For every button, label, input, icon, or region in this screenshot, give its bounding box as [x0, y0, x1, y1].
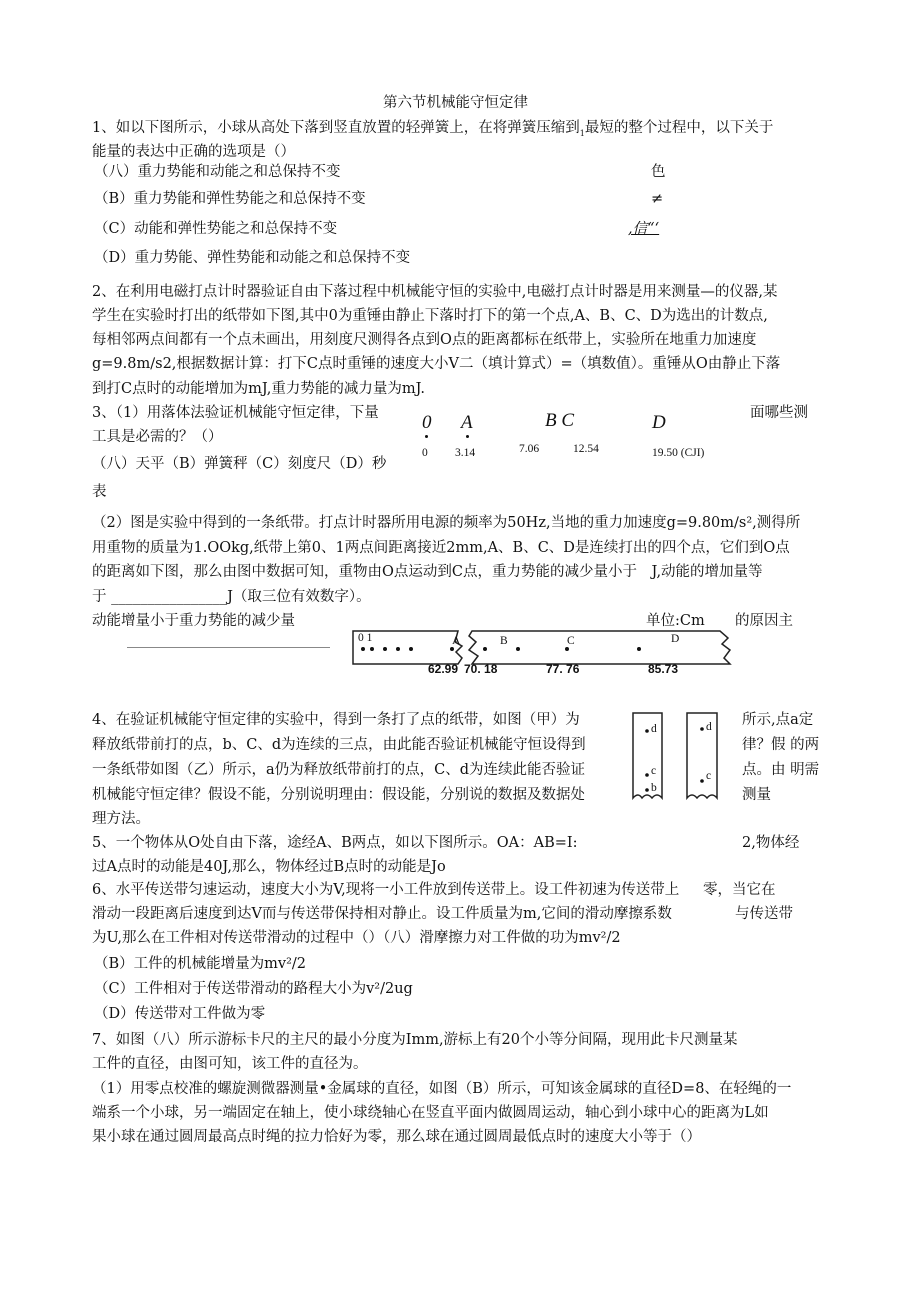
- tape-value: 77. 76: [546, 662, 580, 676]
- q3-line: 用重物的质量为1.OOkg,纸带上第0、1两点间距离接近2mm,A、B、C、D是连续打出的四个点，它们到O点: [92, 540, 790, 556]
- q6-option-c: （C）工件相对于传送带滑动的路程大小为v²/2ug: [94, 981, 413, 997]
- q1-option-b: （B）重力势能和弹性势能之和总保持不变: [94, 191, 366, 207]
- q3-line: 表: [92, 484, 107, 500]
- tape1-point: c: [651, 765, 657, 777]
- q2-line: 到打C点时的动能增加为mJ,重力势能的减力量为mJ.: [92, 381, 425, 397]
- q3-reason-text: 的原因主: [735, 613, 793, 629]
- q5-line: 过A点时的动能是40J,那么，物体经过B点时的动能是Jo: [92, 859, 446, 875]
- q4-side-text: 律？假 的两: [742, 737, 820, 753]
- q2-line: 学生在实验时打出的纸带如下图,其中0为重锤由静止下落时打下的第一个点,A、B、C、D为选出的计数点,: [92, 308, 768, 324]
- q1-line: 能量的表达中正确的选项是（）: [92, 144, 295, 160]
- answer-blank-line: [127, 647, 330, 648]
- q1-option-c: （C）动能和弹性势能之和总保持不变: [94, 221, 338, 237]
- q3-line: （2）图是实验中得到的一条纸带。打点计时器所用电源的频率为50Hz,当地的重力加速度g=9.80m∕s²,测得所: [92, 515, 801, 531]
- q4-line: 一条纸带如图（乙）所示，a仍为释放纸带前打的点，C、d为连续此能否验证: [92, 762, 586, 778]
- q3-reason-text: 动能增量小于重力势能的减少量: [92, 613, 295, 629]
- q7-line: 果小球在通过圆周最高点时绳的拉力恰好为零，那么球在通过圆周最低点时的速度大小等于（）: [92, 1129, 701, 1145]
- q5-side-text: 2,物体经: [742, 835, 800, 851]
- q4-line: 机械能守恒定律？假设不能，分别说明理由：假设能，分别说的数据及数据处: [92, 787, 585, 803]
- paper-tape-figure: [350, 628, 740, 670]
- tape-point-b: B: [500, 635, 508, 647]
- q4-side-text: 所示,点a定: [742, 712, 814, 728]
- q2-line: 每相邻两点间都有一个点未画出，用刻度尺测得各点到O点的距离都标在纸带上，实验所在地重力加速度: [92, 332, 757, 348]
- q7-line: 工件的直径，由图可知，该工件的直径为。: [92, 1056, 368, 1072]
- q3-line: 工具是必需的？（）: [92, 429, 223, 445]
- q7-line: 7、如图（八）所示游标卡尺的主尺的最小分度为Imm,游标上有20个小等分间隔，现用此卡尺测量某: [92, 1032, 738, 1048]
- q4-line: 释放纸带前打的点，b、C、d为连续的三点，由此能否验证机械能守恒设得到: [92, 737, 586, 753]
- fig-value: 3.14: [455, 447, 476, 459]
- q6-line: 为U,那么在工件相对传送带滑动的过程中（）（八）滑摩擦力对工件做的功为mv²/2: [92, 930, 621, 946]
- q1-side-text: ≠: [651, 191, 664, 207]
- q3-line: 的距离如下图，那么由图中数据可知，重物由O点运动到C点，重力势能的减少量小于 J,动能的增加量等: [92, 564, 763, 580]
- fig-value: 0: [422, 447, 428, 459]
- fig-value: 19.50 (CJI): [652, 447, 705, 459]
- fig-dot: [466, 435, 469, 438]
- q1-option-d: （D）重力势能、弹性势能和动能之和总保持不变: [94, 250, 411, 266]
- tape-value: 62.99: [428, 662, 459, 676]
- vertical-tapes-figure: [630, 710, 730, 805]
- q3-line: 3、（1）用落体法验证机械能守恒定律，下量: [92, 405, 379, 421]
- tape-value: 70. 18: [464, 662, 498, 676]
- q6-line: 滑动一段距离后速度到达V而与传送带保持相对静止。设工件质量为m,它间的滑动摩擦系数: [92, 906, 672, 922]
- fig-label-a: A: [461, 412, 473, 433]
- q6-option-b: （B）工件的机械能增量为mv²/2: [94, 956, 307, 972]
- fig-label-0: 0: [422, 412, 432, 433]
- q7-line: （1）用零点校准的螺旋测微器测量•金属球的直径，如图（B）所示，可知该金属球的直径D=8、在轻绳的一: [92, 1081, 792, 1097]
- tape2-point: d: [706, 721, 712, 733]
- unit-label: 单位:Cm: [646, 613, 705, 629]
- q4-side-text: 测量: [742, 787, 771, 803]
- q7-line: 端系一个小球，另一端固定在轴上，使小球绕轴心在竖直平面内做圆周运动，轴心到小球中心的距离为L如: [92, 1105, 769, 1121]
- tape-value: 85.73: [648, 662, 679, 676]
- page-title: 第六节机械能守恒定律: [383, 95, 528, 111]
- q1-option-a: （八）重力势能和动能之和总保持不变: [94, 164, 341, 180]
- fig-label-bc: B C: [545, 410, 575, 431]
- tape2-point: c: [706, 770, 712, 782]
- q4-side-text: 点。由 明需: [742, 762, 820, 778]
- fig-value: 7.06: [519, 443, 540, 455]
- fig-dot: [425, 435, 428, 438]
- q4-line: 4、在验证机械能守恒定律的实验中，得到一条打了点的纸带，如图（甲）为: [92, 712, 580, 728]
- q6-option-d: （D）传送带对工件做为零: [94, 1006, 266, 1022]
- tape-point-c: C: [567, 635, 575, 647]
- q5-line: 5、一个物体从O处自由下落，途经A、B两点，如以下图所示。OA：AB=I:: [92, 835, 578, 851]
- q2-line: 2、在利用电磁打点计时器验证自由下落过程中机械能守恒的实验中,电磁打点计时器是用来测量—的仪器,某: [92, 284, 778, 300]
- q3-line: （八）天平（B）弹簧秤（C）刻度尺（D）秒: [92, 456, 387, 472]
- q1-line: 1、如以下图所示，小球从高处下落到竖直放置的轻弹簧上，在将弹簧压缩到$_1$最短的整个过程中，以下关于: [92, 120, 774, 138]
- fig-value: 12.54: [573, 443, 599, 455]
- fig-label-d: D: [652, 412, 666, 433]
- q6-line: 6、水平传送带匀速运动，速度大小为V,现将一小工件放到传送带上。设工件初速为传送带上: [92, 882, 680, 898]
- q3-side-text: 面哪些测: [750, 405, 808, 421]
- q6-side-text: 零，当它在: [703, 882, 776, 898]
- q3-line: 于 ________________J（取三位有效数字）。: [92, 589, 371, 605]
- tape1-point: b: [651, 782, 657, 794]
- tape-start-label: 0 1: [358, 632, 373, 644]
- q1-side-text: ,信“‘: [628, 221, 660, 237]
- q1-side-text: 色: [651, 164, 666, 180]
- q4-line: 理方法。: [92, 811, 150, 827]
- tape-point-a: A: [452, 635, 461, 647]
- tape-point-d: D: [671, 633, 680, 645]
- q2-line: g=9.8m∕s2,根据数据计算：打下C点时重锤的速度大小V二（填计算式）=（填数值）。重锤从O由静止下落: [92, 356, 781, 372]
- q6-side-text: 与传送带: [735, 906, 793, 922]
- tape1-point: d: [651, 723, 657, 735]
